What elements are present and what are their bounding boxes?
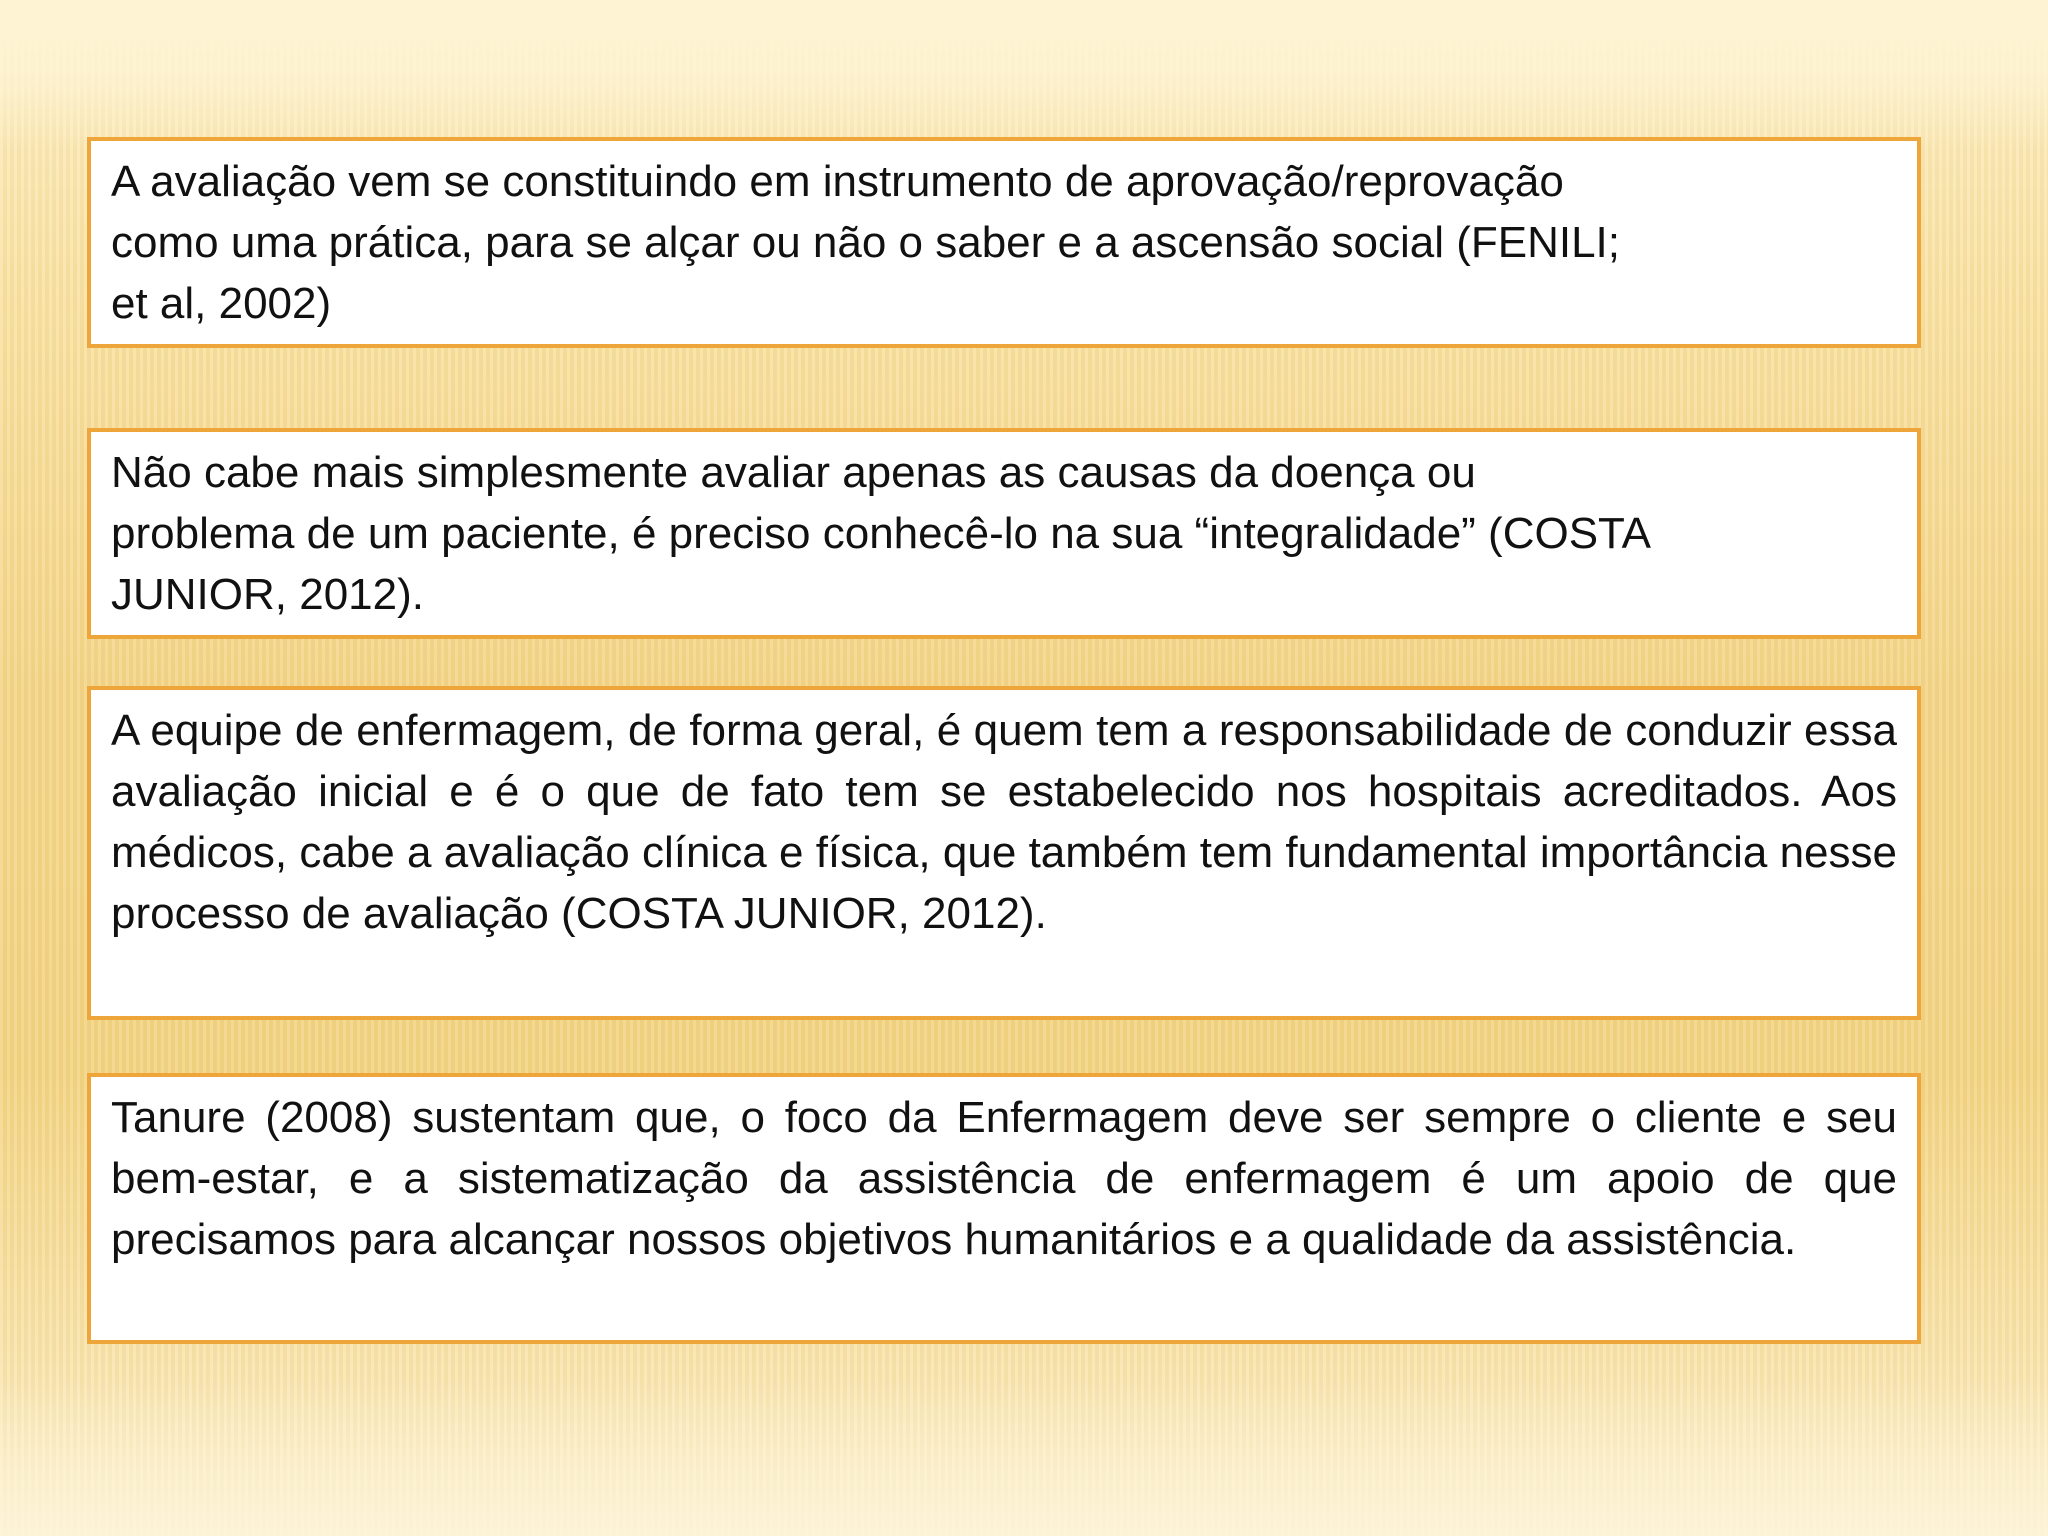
text-box-evaluation-approval bbox=[87, 137, 1921, 348]
text-line: Não cabe mais simplesmente avaliar apenas as causas da doença ou bbox=[111, 448, 1476, 497]
text-line: como uma prática, para se alçar ou não o saber e a ascensão social (FENILI; bbox=[111, 218, 1620, 267]
text-box-nursing-team bbox=[87, 686, 1921, 1020]
text-line: JUNIOR, 2012). bbox=[111, 570, 424, 619]
text-line: problema de um paciente, é preciso conhecê-lo na sua “integralidade” (COSTA bbox=[111, 509, 1651, 558]
paragraph: A equipe de enfermagem, de forma geral, é quem tem a responsabilidade de conduzir essa avaliação inicial e é o que de fato tem se estabelecido nos hospitais acreditados. Aos médicos, cabe a avaliação clínica e física, que também tem fundamental importância nesse processo de avaliação (COSTA JUNIOR, 2012). bbox=[111, 706, 1897, 938]
background-top-fade bbox=[0, 0, 2048, 150]
text-line: et al, 2002) bbox=[111, 279, 332, 328]
text-line: A avaliação vem se constituindo em instrumento de aprovação/reprovação bbox=[111, 157, 1564, 206]
text-box-integrality bbox=[87, 428, 1921, 639]
paragraph: Tanure (2008) sustentam que, o foco da Enfermagem deve ser sempre o cliente e seu bem-estar, e a sistematização da assistência de enfermagem é um apoio de que precisamos para alcançar nossos objetivos humanitários e a qualidade da assistência. bbox=[111, 1093, 1897, 1264]
text-box-nursing-focus bbox=[87, 1073, 1921, 1344]
background-bottom-fade bbox=[0, 1380, 2048, 1536]
